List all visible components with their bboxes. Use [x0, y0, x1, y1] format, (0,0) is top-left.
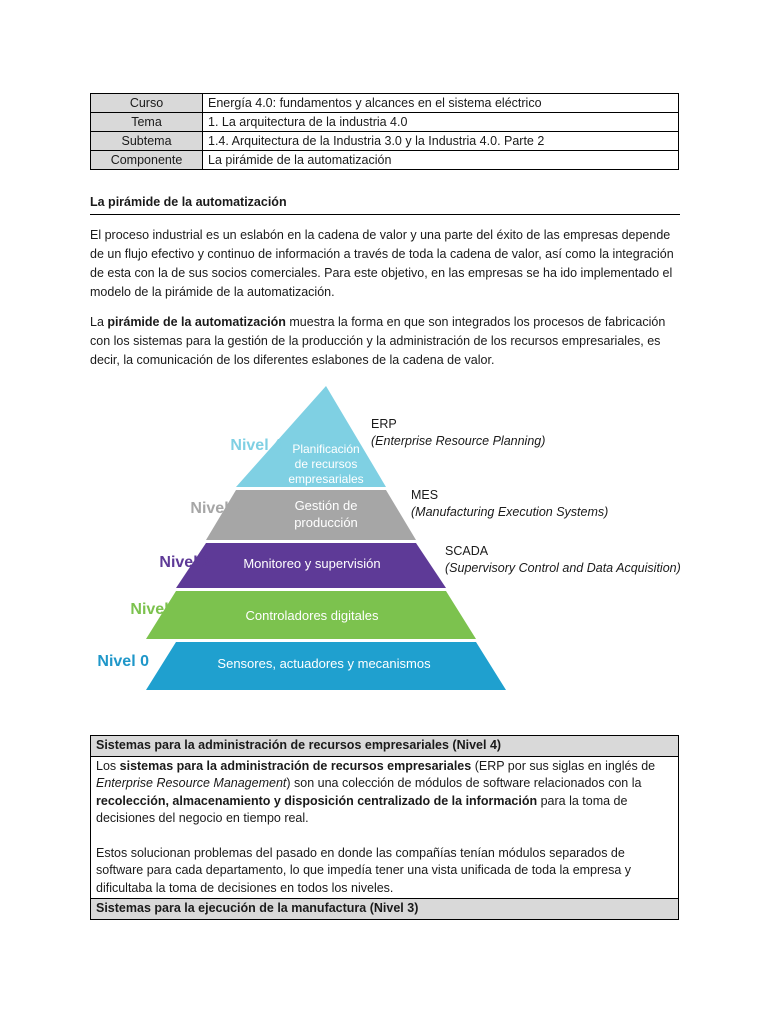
course-value: Energía 4.0: fundamentos y alcances en el sistema eléctrico: [203, 94, 679, 113]
level-3-text-1: Gestión de: [294, 498, 358, 513]
bold-term: sistemas para la administración de recursos empresariales: [119, 758, 472, 773]
level-1-label: Nivel 1: [130, 601, 182, 618]
text-run: para la toma de decisiones del negocio en tiempo real.: [96, 793, 628, 825]
mes-header: Sistemas para la ejecución de la manufactura (Nivel 3): [91, 899, 679, 920]
course-key: Curso: [91, 94, 203, 113]
automation-pyramid: [0, 380, 768, 695]
erp-paragraph-1: [96, 758, 673, 828]
table-row: [91, 899, 679, 920]
erp-acronym: ERP: [371, 417, 397, 431]
text-run: La: [90, 315, 108, 329]
pyramid-paragraph: [90, 313, 682, 370]
text-run: ) son una colección de módulos de software relacionados con la: [286, 776, 642, 790]
level-2-text: Monitoreo y supervisión: [243, 556, 381, 571]
component-value: La pirámide de la automatización: [203, 151, 679, 170]
systems-table: [90, 735, 679, 920]
level-4-text-1: Planificación: [292, 442, 360, 456]
mes-acronym: MES: [411, 488, 439, 502]
topic-value: 1. La arquitectura de la industria 4.0: [203, 113, 679, 132]
level-3-label: Nivel 3: [190, 500, 242, 517]
scada-full: (Supervisory Control and Data Acquisition): [445, 561, 681, 575]
table-row: [91, 756, 679, 899]
subtopic-key: Subtema: [91, 132, 203, 151]
table-row: [91, 132, 679, 151]
text-run: (ERP por sus siglas en inglés de: [471, 758, 656, 773]
scada-acronym: SCADA: [445, 544, 489, 558]
bold-term: recolección, almacenamiento y disposición centralizado de la información: [96, 793, 538, 808]
level-4-text-3: empresariales: [288, 472, 364, 486]
level-4-label: Nivel 4: [230, 437, 282, 454]
level-4-text-2: de recursos: [294, 457, 358, 471]
text-run: Los: [96, 758, 120, 773]
text-run: muestra la forma en que son integrados los procesos de fabricación con los sistemas para la gestión de la producción y la administración de los recursos empresariales, es decir, la comunicación de los diferentes eslabones de la cadena de valor.: [90, 315, 666, 367]
erp-body: [91, 756, 679, 899]
section-title: La pirámide de la automatización: [90, 195, 680, 215]
mes-full: (Manufacturing Execution Systems): [411, 505, 609, 519]
subtopic-value: 1.4. Arquitectura de la Industria 3.0 y la Industria 4.0. Parte 2: [203, 132, 679, 151]
level-2-label: Nivel 2: [159, 554, 211, 571]
course-info-table: [90, 93, 679, 170]
table-row: [91, 736, 679, 757]
level-0-label: Nivel 0: [97, 653, 149, 670]
table-row: [91, 113, 679, 132]
level-0-text: Sensores, actuadores y mecanismos: [217, 656, 431, 671]
italic-term: Enterprise Resource Management: [96, 776, 287, 790]
table-row: [91, 151, 679, 170]
erp-header: Sistemas para la administración de recursos empresariales (Nivel 4): [91, 736, 679, 757]
erp-paragraph-2: Estos solucionan problemas del pasado en donde las compañías tenían módulos separados de software para cada departamento, lo que impedía tener una vista unificada de toda la empresa y dificultaba la toma de decisiones en todos los niveles.: [96, 845, 632, 895]
table-row: [91, 94, 679, 113]
topic-key: Tema: [91, 113, 203, 132]
level-1-text: Controladores digitales: [245, 608, 379, 623]
intro-paragraph: El proceso industrial es un eslabón en la cadena de valor y una parte del éxito de las empresas depende de un flujo efectivo y continuo de información a través de toda la cadena de valor, así como la integración de esta con la de sus socios comerciales. Para este objetivo, en las empresas se ha ido implementado el modelo de la pirámide de la automatización.: [90, 228, 674, 299]
bold-term: pirámide de la automatización: [107, 315, 286, 329]
erp-full: (Enterprise Resource Planning): [371, 434, 546, 448]
component-key: Componente: [91, 151, 203, 170]
level-3-text-2: producción: [294, 515, 358, 530]
